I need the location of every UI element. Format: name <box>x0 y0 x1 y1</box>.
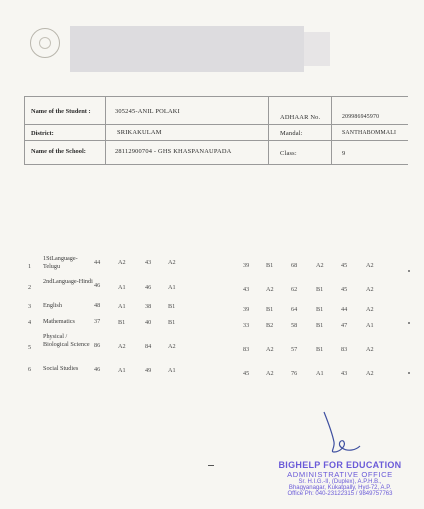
stamp-title: BIGHELP FOR EDUCATION <box>278 460 402 470</box>
stamp-address-1: Sr. H.I.G.-II, (Duplex), A.P.H.B., <box>298 479 382 485</box>
mandal-value: SANTHABOMMALI <box>342 130 397 136</box>
aadhaar-value: 209986945970 <box>342 114 380 120</box>
aadhaar-label: ADHAAR No. <box>280 114 321 121</box>
office-stamp <box>270 460 410 497</box>
class-value: 9 <box>342 150 346 157</box>
subject-name: Mathematics <box>43 318 75 325</box>
subject-name: Social Studies <box>43 365 79 372</box>
header-banner-edge <box>304 32 330 66</box>
ink-mark <box>208 465 214 466</box>
district-value: SRIKAKULAM <box>117 129 162 136</box>
subject-name: 1StLanguage-Telugu <box>43 255 78 270</box>
class-label: Class: <box>280 150 297 157</box>
subject-name: Physical / Biological Science <box>43 333 90 348</box>
student-name-label: Name of the Student : <box>31 108 91 115</box>
school-label: Name of the School: <box>31 148 86 155</box>
signature-image <box>318 408 362 458</box>
subject-name: 2ndLanguage-Hindi <box>43 278 93 285</box>
school-value: 28112900704 - GHS KHASPANAUPADA <box>115 148 232 155</box>
stamp-phone: Office Ph: 040-23122315 / 9849757763 <box>287 491 393 497</box>
subject-name: English <box>43 302 62 309</box>
mandal-label: Mandal: <box>280 130 303 137</box>
header-banner <box>70 26 304 72</box>
student-name-value: 305245-ANIL POLAKI <box>115 108 180 115</box>
district-label: District: <box>31 130 54 137</box>
seal-emblem <box>30 28 60 58</box>
stamp-address-2: Bhagyanagar, Kukatpally, Hyd-72, A.P. <box>288 485 392 491</box>
stamp-subtitle: ADMINISTRATIVE OFFICE <box>287 470 393 479</box>
